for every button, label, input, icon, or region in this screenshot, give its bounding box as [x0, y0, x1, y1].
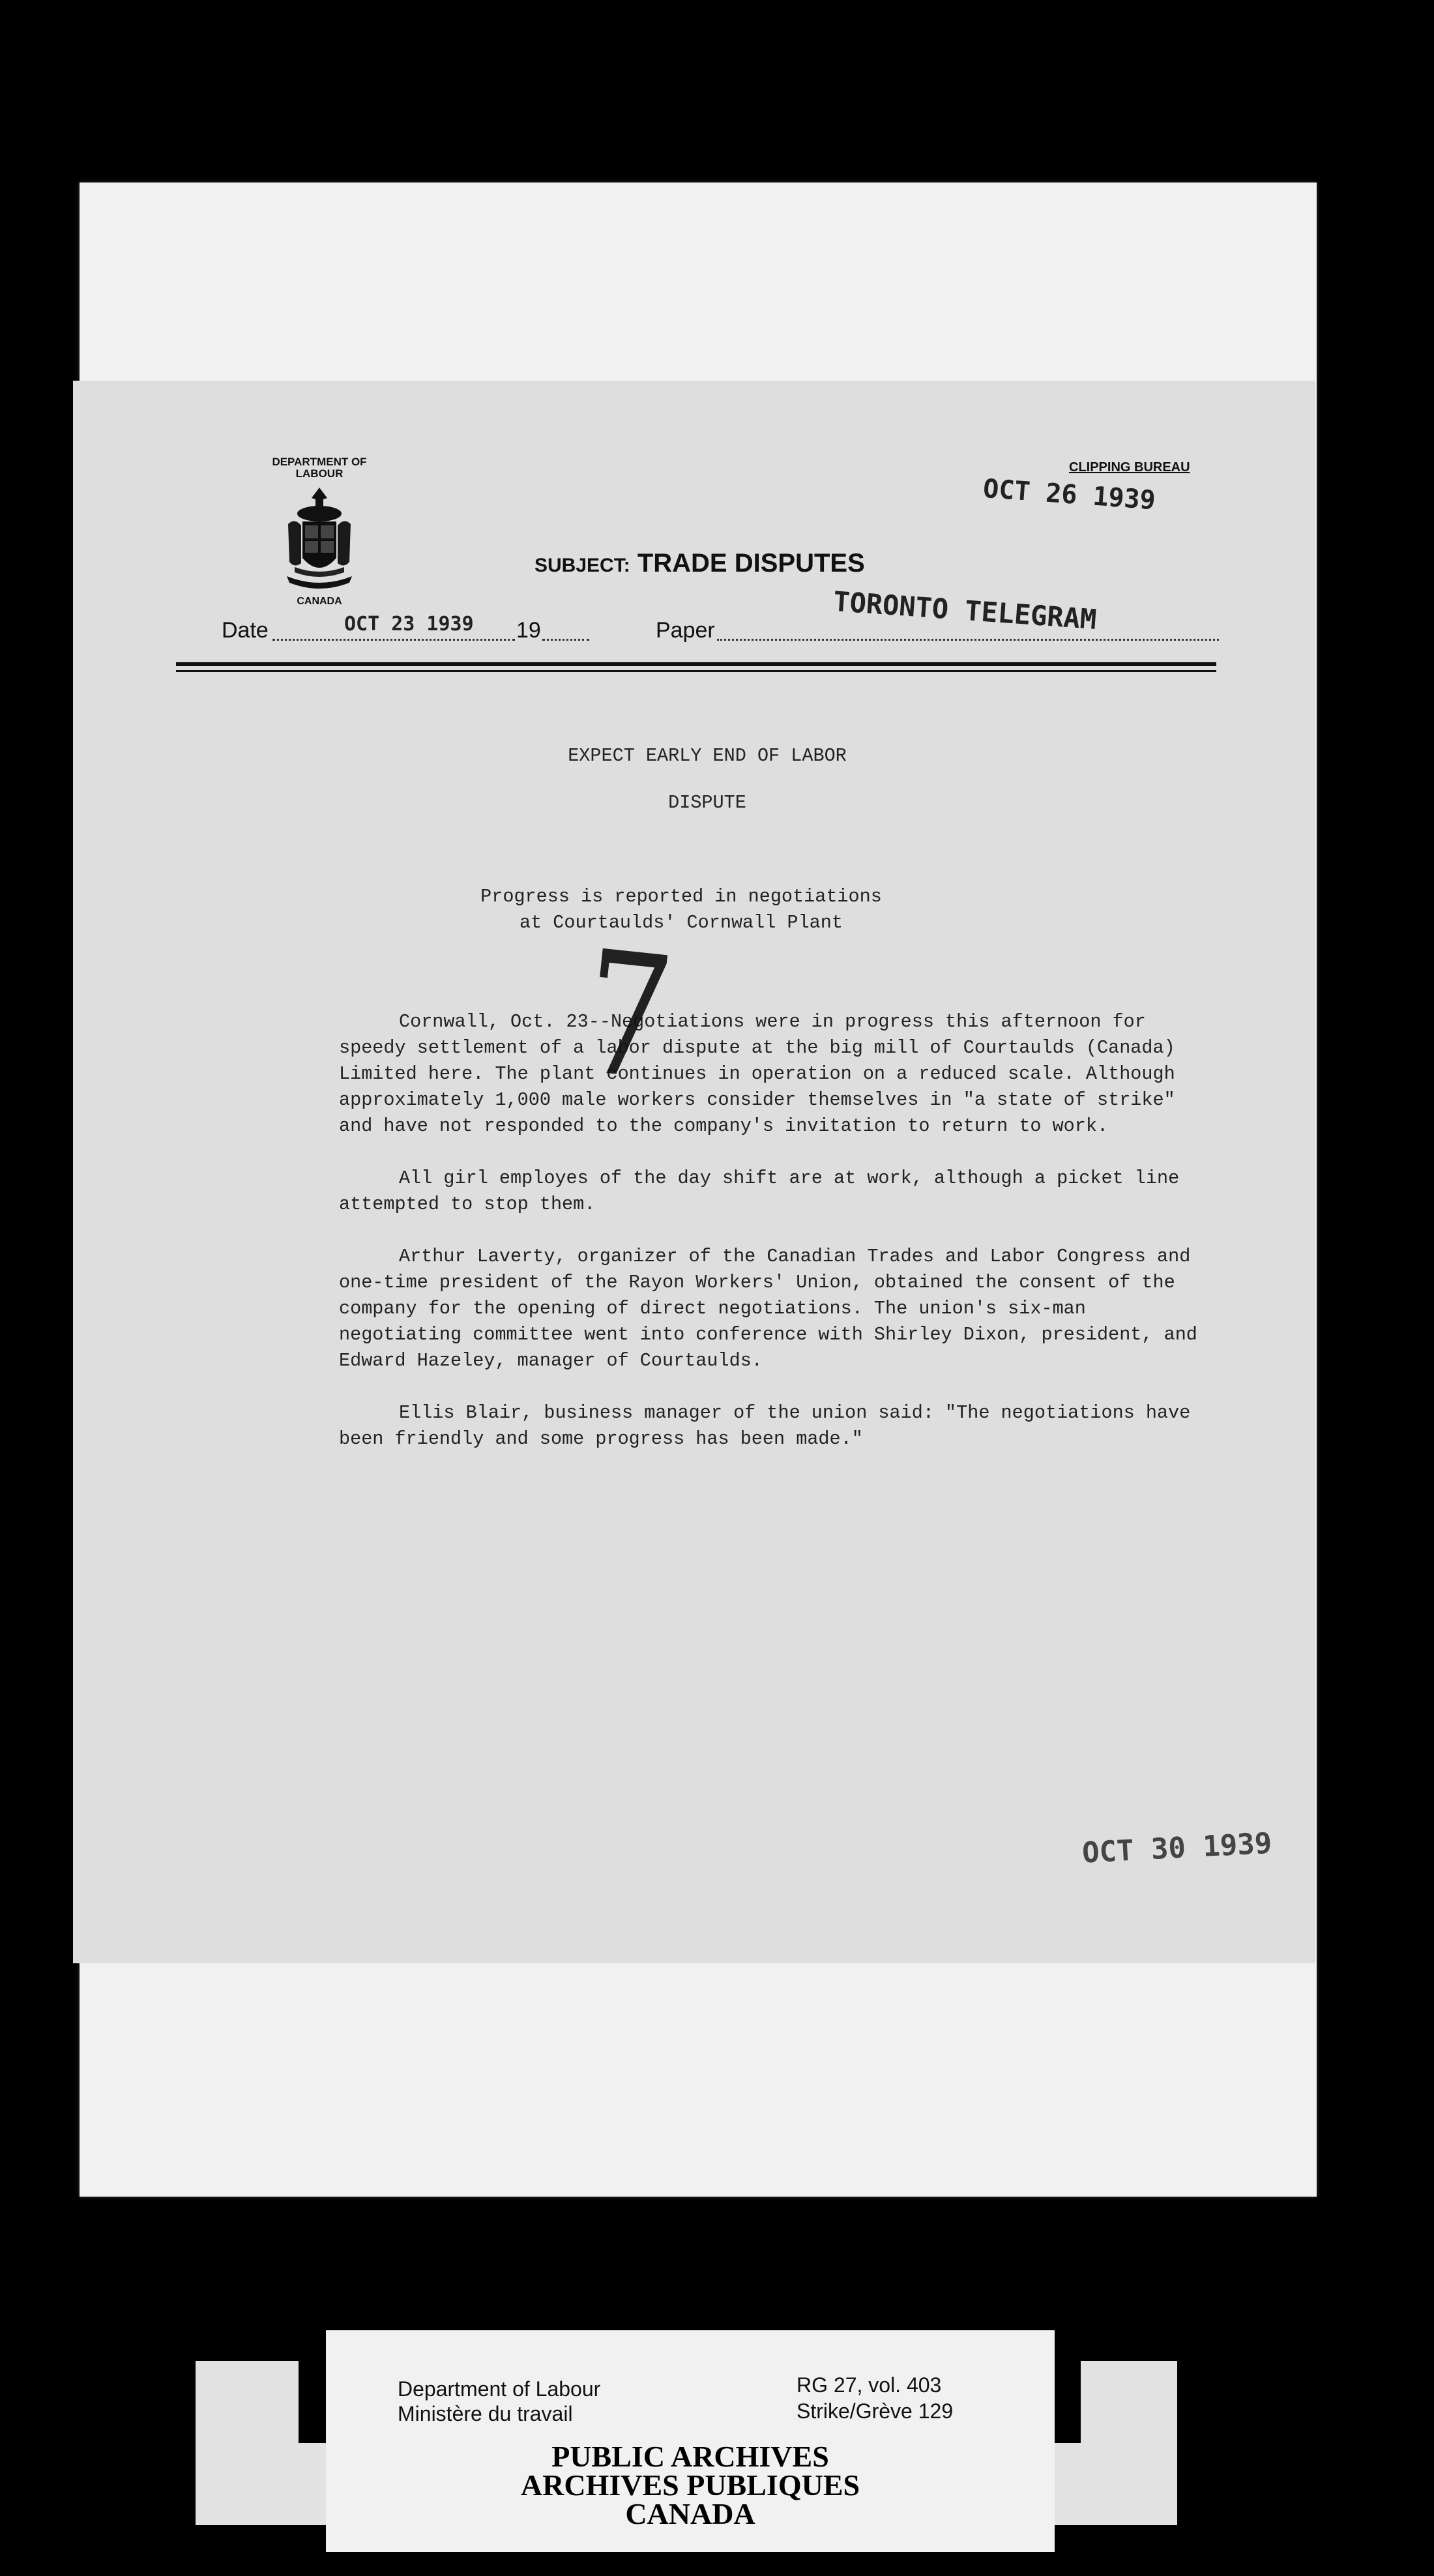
article-paragraph: Ellis Blair, business manager of the union said: "The negotiations have been friendly and some progress has been made." [339, 1402, 1191, 1450]
card-tab-right-lower [1055, 2443, 1177, 2525]
article-paragraph: All girl employes of the day shift are at work, although a picket line attempted to stop them. [339, 1167, 1180, 1215]
subhead-line-2: at Courtaulds' Cornwall Plant [519, 912, 843, 933]
country-label: CANADA [297, 596, 342, 607]
headline-line-1: EXPECT EARLY END OF LABOR [568, 745, 847, 767]
filed-date-stamp: OCT 30 1939 [1081, 1826, 1273, 1870]
paper-name-stamp: TORONTO TELEGRAM [832, 585, 1098, 636]
archives-line-3: CANADA [625, 2497, 755, 2530]
archives-line-1: PUBLIC ARCHIVES [551, 2440, 829, 2473]
year-label: 19 [516, 618, 541, 643]
card-ref-strike: Strike/Grève 129 [797, 2399, 954, 2423]
card-tab-right [1081, 2361, 1177, 2443]
subject-label: SUBJECT: [534, 555, 630, 576]
card-tab-left-lower [196, 2443, 326, 2525]
date-written-stamp: OCT 23 1939 [344, 613, 474, 636]
subhead-line-1: Progress is reported in negotiations [480, 886, 882, 907]
card-tab-left [196, 2361, 299, 2443]
paper-field-line [717, 619, 1219, 641]
clipping-bureau-label: CLIPPING BUREAU [1069, 460, 1190, 475]
year-field-line [542, 619, 589, 641]
article-paragraph: Arthur Laverty, organizer of the Canadian Trades and Labor Congress and one-time president of the Rayon Workers' Union, obtained the consent of the company for the opening of direct negotiations. The union's six-man negotiating committee went into conference with Shirley Dixon, president, and Edward Hazeley, manager of Courtaulds. [339, 1246, 1197, 1371]
header-rule [176, 662, 1216, 666]
received-date-stamp: OCT 26 1939 [982, 473, 1157, 516]
paper-label: Paper [656, 618, 715, 643]
subject-line [534, 549, 865, 578]
handwritten-mark: 7 [574, 914, 681, 1120]
coat-of-arms-icon [282, 485, 357, 594]
article [339, 743, 1219, 1478]
department-heading: DEPARTMENT OF LABOUR [272, 456, 367, 480]
date-label: Date [222, 618, 269, 643]
card-dept-fr: Ministère du travail [398, 2402, 573, 2425]
card-ref-volume: RG 27, vol. 403 [797, 2373, 942, 2397]
article-paragraph: Cornwall, Oct. 23--Negotiations were in progress this afternoon for speedy settlement of a labor dispute at the big mill of Courtaulds (Canada) Limited here. The plant continues in operation on a reduced scale. Although approximately 1,000 male workers consider themselves in "a state of strike" and have not responded to the company's invitation to return to work. [339, 1011, 1175, 1137]
header-rule-thin [176, 670, 1216, 672]
subject-value: TRADE DISPUTES [637, 549, 865, 578]
headline-line-2: DISPUTE [668, 792, 746, 813]
card-dept-en: Department of Labour [398, 2377, 601, 2401]
archives-line-2: ARCHIVES PUBLIQUES [520, 2468, 860, 2502]
